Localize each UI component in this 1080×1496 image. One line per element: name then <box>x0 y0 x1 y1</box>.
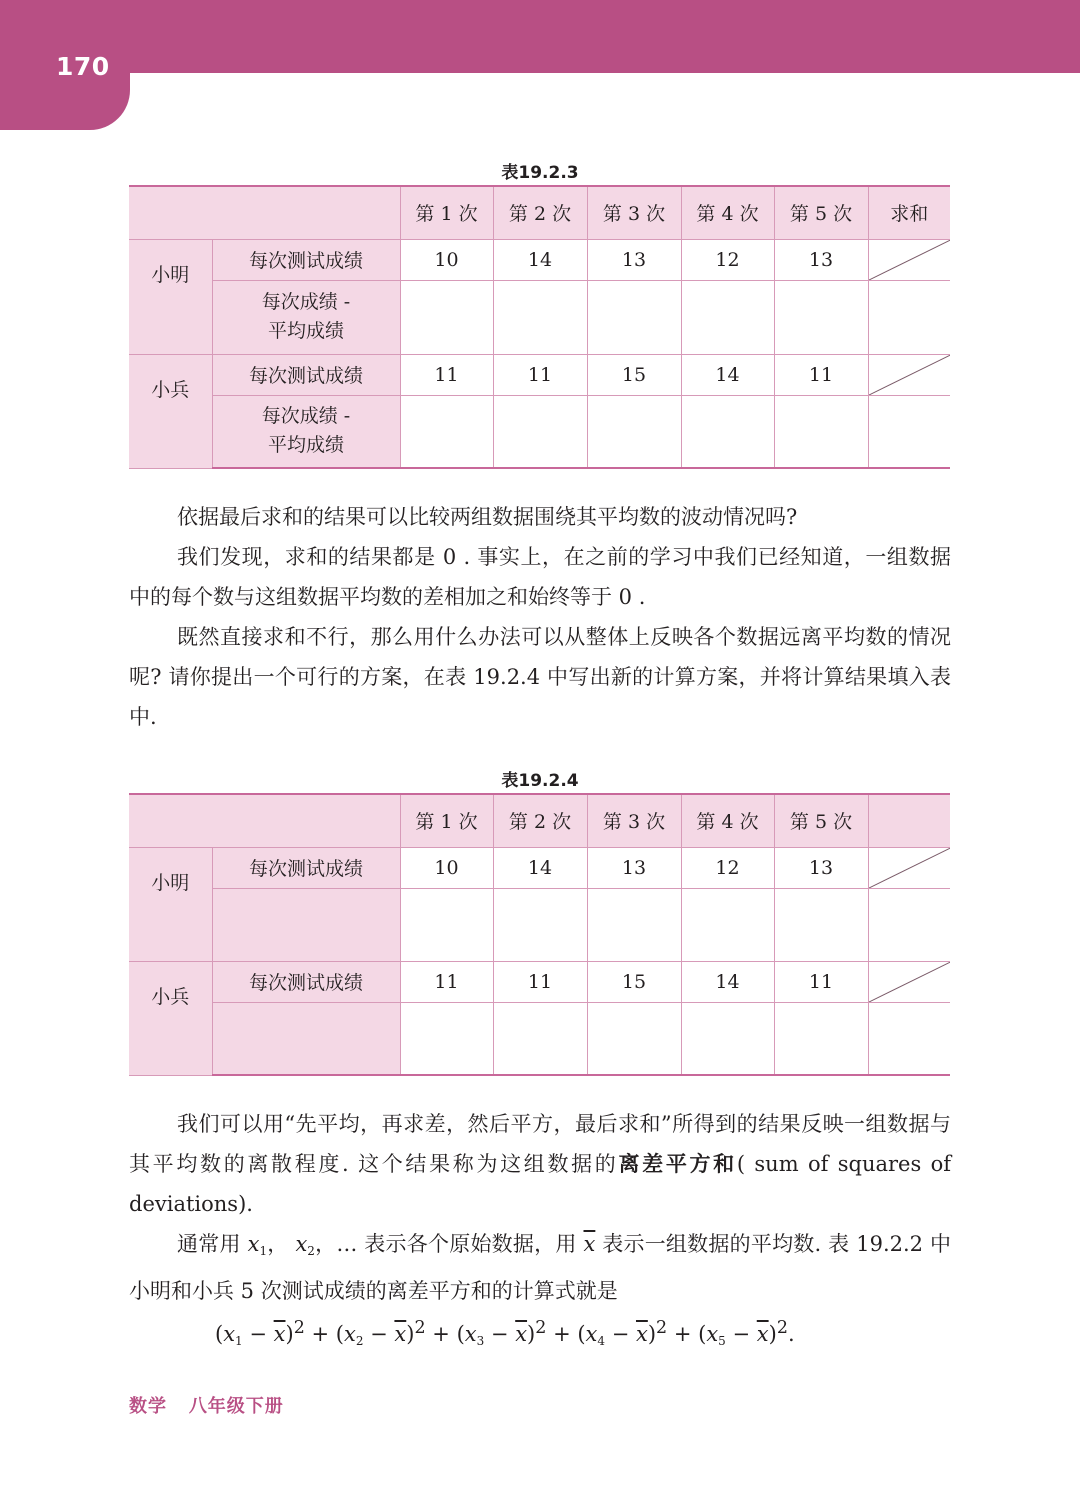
table2 <box>129 793 950 1076</box>
empty-cell <box>493 1002 587 1075</box>
table-row <box>129 888 950 961</box>
table1-corner <box>129 186 400 239</box>
empty-cell <box>493 395 587 468</box>
row-label: 每次测试成绩 <box>212 354 400 395</box>
table1-header-sum: 求和 <box>868 186 950 239</box>
table1-header: 第 2 次 <box>493 186 587 239</box>
empty-cell <box>681 1002 774 1075</box>
table2-header: 第 4 次 <box>681 794 774 847</box>
empty-cell <box>400 1002 493 1075</box>
table2-header: 第 2 次 <box>493 794 587 847</box>
score-cell: 11 <box>400 961 493 1002</box>
empty-cell <box>400 888 493 961</box>
score-cell: 11 <box>774 354 868 395</box>
row-label-blank <box>212 1002 400 1075</box>
empty-cell <box>587 395 681 468</box>
score-cell: 14 <box>493 239 587 280</box>
table-row <box>129 354 950 395</box>
empty-cell <box>400 280 493 354</box>
page-number: 170 <box>56 52 110 81</box>
paragraph: 依据最后求和的结果可以比较两组数据围绕其平均数的波动情况吗? <box>177 505 798 529</box>
table1-header: 第 3 次 <box>587 186 681 239</box>
empty-cell <box>774 1002 868 1075</box>
student-name: 小明 <box>129 847 212 961</box>
score-cell: 13 <box>774 239 868 280</box>
score-cell: 11 <box>400 354 493 395</box>
paragraph-notation: 通常用 $x_1$， $x_2$，… 表示各个原始数据，用 $\overline{x}$ 表示一组数据的平均数. 表 19.2.2 中小明和小兵 5 次测试成绩的离差平方和的计算式就是 <box>129 1232 951 1303</box>
row-label: 每次测试成绩 <box>212 961 400 1002</box>
diagonal-cell <box>868 239 950 280</box>
paragraph-definition: 我们可以用“先平均，再求差，然后平方，最后求和”所得到的结果反映一组数据与其平均数的离散程度. 这个结果称为这组数据的离差平方和( sum of squares of deviations). <box>129 1112 951 1216</box>
student-name: 小明 <box>129 239 212 354</box>
score-cell: 11 <box>493 961 587 1002</box>
score-cell: 15 <box>587 961 681 1002</box>
table2-header: 第 3 次 <box>587 794 681 847</box>
student-name: 小兵 <box>129 354 212 468</box>
score-cell: 10 <box>400 239 493 280</box>
formula: $(x_1 - \overline{x})^2 + (x_2 - \overline{x})^2 + (x_3 - \overline{x})^2 + (x_4 - \overline{x})^2 + (x_5 - \overline{x})^2$. <box>215 1318 795 1348</box>
defined-term: 离差平方和 <box>618 1152 737 1176</box>
score-cell: 11 <box>774 961 868 1002</box>
score-cell: 14 <box>681 354 774 395</box>
score-cell: 12 <box>681 847 774 888</box>
table1-header: 第 4 次 <box>681 186 774 239</box>
score-cell: 10 <box>400 847 493 888</box>
empty-cell <box>493 280 587 354</box>
empty-cell <box>400 395 493 468</box>
score-cell: 14 <box>493 847 587 888</box>
score-cell: 15 <box>587 354 681 395</box>
score-cell: 11 <box>493 354 587 395</box>
empty-cell <box>681 280 774 354</box>
diagonal-cell <box>868 847 950 888</box>
footer-grade: 八年级下册 <box>188 1396 284 1417</box>
empty-cell <box>868 1002 950 1075</box>
empty-cell <box>774 888 868 961</box>
diagonal-cell <box>868 961 950 1002</box>
table1 <box>129 185 950 469</box>
table2-caption: 表19.2.4 <box>501 771 579 791</box>
empty-cell <box>774 280 868 354</box>
footer <box>129 1392 284 1418</box>
header-band <box>0 0 1080 73</box>
empty-cell <box>681 888 774 961</box>
table1-header-row <box>129 186 950 239</box>
empty-cell <box>681 395 774 468</box>
row-label-blank <box>212 888 400 961</box>
table-row <box>129 395 950 468</box>
student-name: 小兵 <box>129 961 212 1075</box>
empty-cell <box>868 395 950 468</box>
table1-caption: 表19.2.3 <box>501 163 579 183</box>
table2-header-row <box>129 794 950 847</box>
empty-cell <box>868 280 950 354</box>
score-cell: 13 <box>587 239 681 280</box>
diagonal-cell <box>868 354 950 395</box>
empty-cell <box>587 1002 681 1075</box>
row-label: 每次测试成绩 <box>212 847 400 888</box>
table1-header: 第 5 次 <box>774 186 868 239</box>
table-row <box>129 961 950 1002</box>
table2-header: 第 1 次 <box>400 794 493 847</box>
table-row <box>129 847 950 888</box>
row-label: 每次成绩 - 平均成绩 <box>212 280 400 354</box>
empty-cell <box>587 280 681 354</box>
paragraph: 既然直接求和不行，那么用什么办法可以从整体上反映各个数据远离平均数的情况呢? 请你提出一个可行的方案，在表 19.2.4 中写出新的计算方案，并将计算结果填入表中. <box>129 625 951 729</box>
table2-header-blank <box>868 794 950 847</box>
score-cell: 14 <box>681 961 774 1002</box>
row-label: 每次测试成绩 <box>212 239 400 280</box>
footer-subject: 数学 <box>129 1396 167 1417</box>
empty-cell <box>774 395 868 468</box>
empty-cell <box>493 888 587 961</box>
score-cell: 13 <box>587 847 681 888</box>
table-row <box>129 280 950 354</box>
paragraph: 我们发现，求和的结果都是 0 . 事实上，在之前的学习中我们已经知道，一组数据中的每个数与这组数据平均数的差相加之和始终等于 0 . <box>129 545 951 609</box>
table-row <box>129 1002 950 1075</box>
empty-cell <box>868 888 950 961</box>
table-row <box>129 239 950 280</box>
row-label: 每次成绩 - 平均成绩 <box>212 395 400 468</box>
table1-header: 第 1 次 <box>400 186 493 239</box>
score-cell: 12 <box>681 239 774 280</box>
empty-cell <box>587 888 681 961</box>
table2-header: 第 5 次 <box>774 794 868 847</box>
score-cell: 13 <box>774 847 868 888</box>
mean-x: $\overline{x}$ <box>583 1232 596 1256</box>
table2-corner <box>129 794 400 847</box>
